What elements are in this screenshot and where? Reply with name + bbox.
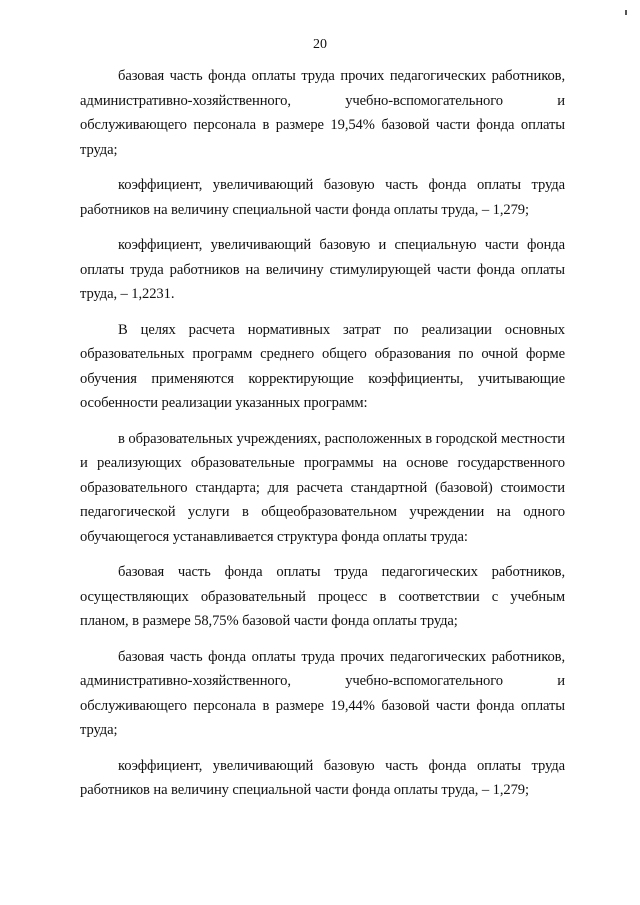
paragraph-stimulating-part-coefficient: коэффициент, увеличивающий базовую и специальную части фонда оплаты труда работников на величину стимулирующей части фонда оплаты труда, – 1,2231. [80,237,565,302]
document-body [80,64,565,814]
paragraph-base-fund-other-staff-2: базовая часть фонда оплаты труда прочих педагогических работников, административно-хозяйственного, учебно-вспомогательного и обслуживающего персонала в размере 19,44% базовой части фонда оплаты труда; [80,648,565,738]
paragraph-base-fund-teachers: базовая часть фонда оплаты труда педагогических работников, осуществляющих образовательный процесс в соответствии с учебным планом, в размере 58,75% базовой части фонда оплаты труда; [80,564,565,629]
paragraph-special-part-coefficient: коэффициент, увеличивающий базовую часть фонда оплаты труда работников на величину специальной части фонда оплаты труда, – 1,279; [80,177,565,218]
paragraph-urban-institutions: в образовательных учреждениях, расположенных в городской местности и реализующих образовательные программы на основе государственного образовательного стандарта; для расчета стандартной (базовой) стоимости педагогической услуги в общеобразовательном учреждении на одного обучающегося устанавливается структура фонда оплаты труда: [80,430,565,545]
scan-artifact-mark [625,10,627,15]
paragraph-special-part-coefficient-2: коэффициент, увеличивающий базовую часть фонда оплаты труда работников на величину специальной части фонда оплаты труда, – 1,279; [80,757,565,798]
paragraph-base-fund-other-staff: базовая часть фонда оплаты труда прочих педагогических работников, административно-хозяйственного, учебно-вспомогательного и обслуживающего персонала в размере 19,54% базовой части фонда оплаты труда; [80,68,565,158]
page-number: 20 [313,37,327,52]
paragraph-secondary-education-intro: В целях расчета нормативных затрат по реализации основных образовательных программ среднего общего образования по очной форме обучения применяются корректирующие коэффициенты, учитывающие особенности реализации указанных программ: [80,321,565,411]
